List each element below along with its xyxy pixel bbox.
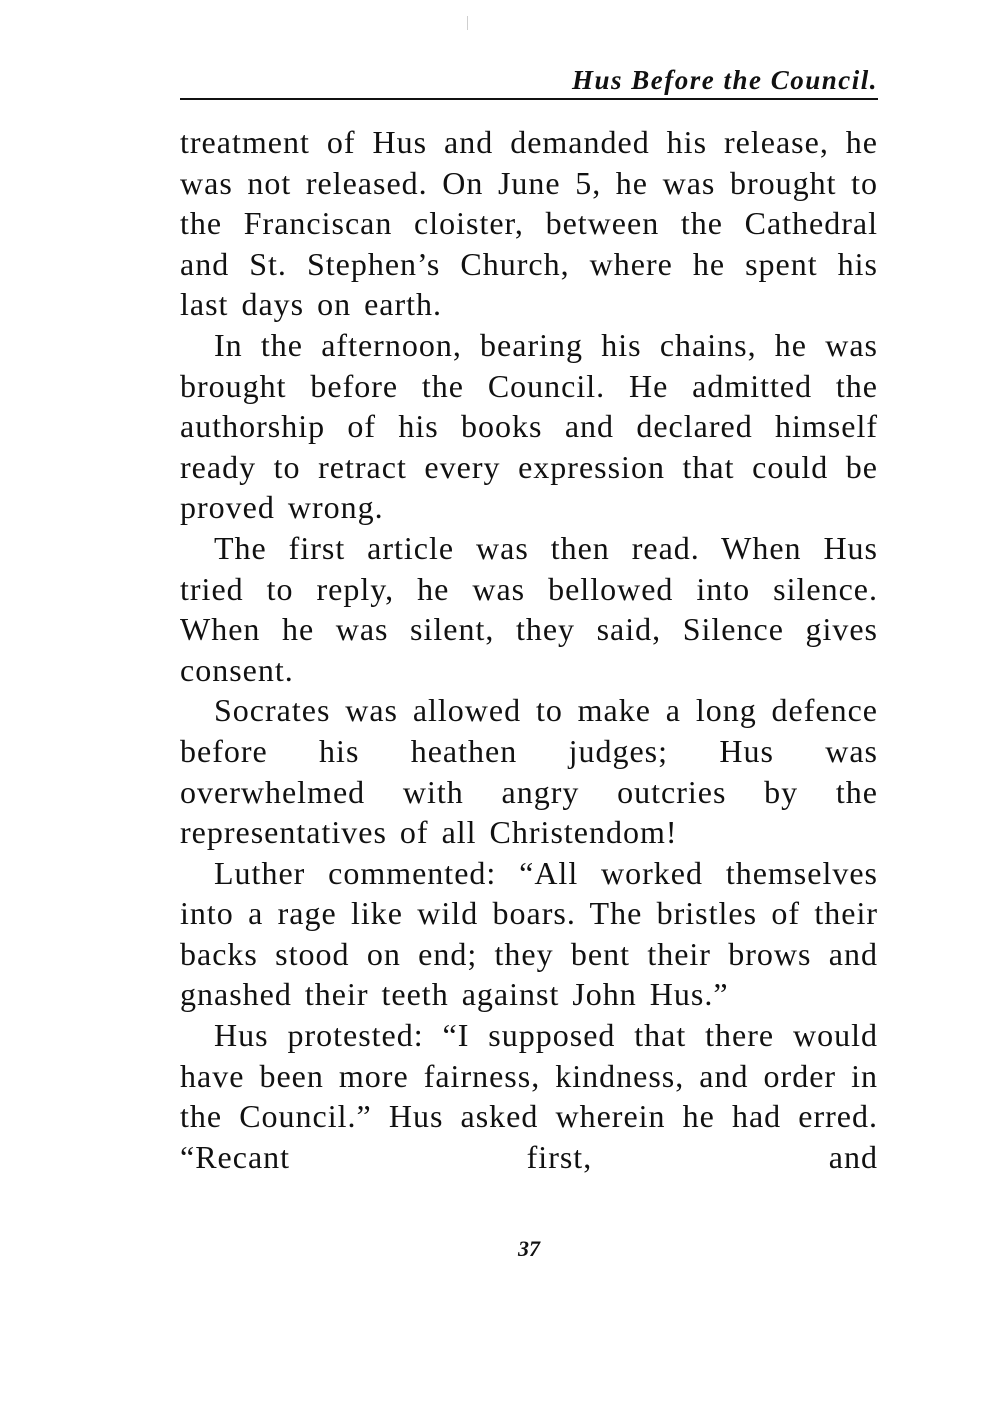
body-text <box>180 122 878 1177</box>
header-rule <box>180 98 878 100</box>
paragraph-afternoon: In the afternoon, bearing his chains, he was brought before the Council. He admitted the authorship of his books and declared himself ready to retract every expression that could be proved wrong. <box>180 326 878 526</box>
paragraph-continued: treatment of Hus and demanded his release, he was not released. On June 5, he was brought to the Franciscan cloister, between the Cathedral and St. Stephen’s Church, where he spent his last days on earth. <box>180 124 878 323</box>
paragraph-luther: Luther commented: “All worked themselves into a rage like wild boars. The bristles of their backs stood on end; they bent their brows and gnashed their teeth against John Hus.” <box>180 854 878 1013</box>
page-number: 37 <box>518 1236 540 1261</box>
paragraph-socrates: Socrates was allowed to make a long defence before his heathen judges; Hus was overwhelmed with angry outcries by the representatives of all Christendom! <box>180 692 878 851</box>
paragraph-hus-protested: Hus protested: “I supposed that there would have been more fairness, kindness, and order in the Council.” Hus asked wherein he had erred. “Recant first, and <box>180 1017 878 1175</box>
running-head: Hus Before the Council. <box>571 65 878 95</box>
scan-speck <box>467 16 468 30</box>
paragraph-first-article: The first article was then read. When Hus tried to reply, he was bellowed into silence. When he was silent, they said, Silence gives consent. <box>180 529 878 688</box>
